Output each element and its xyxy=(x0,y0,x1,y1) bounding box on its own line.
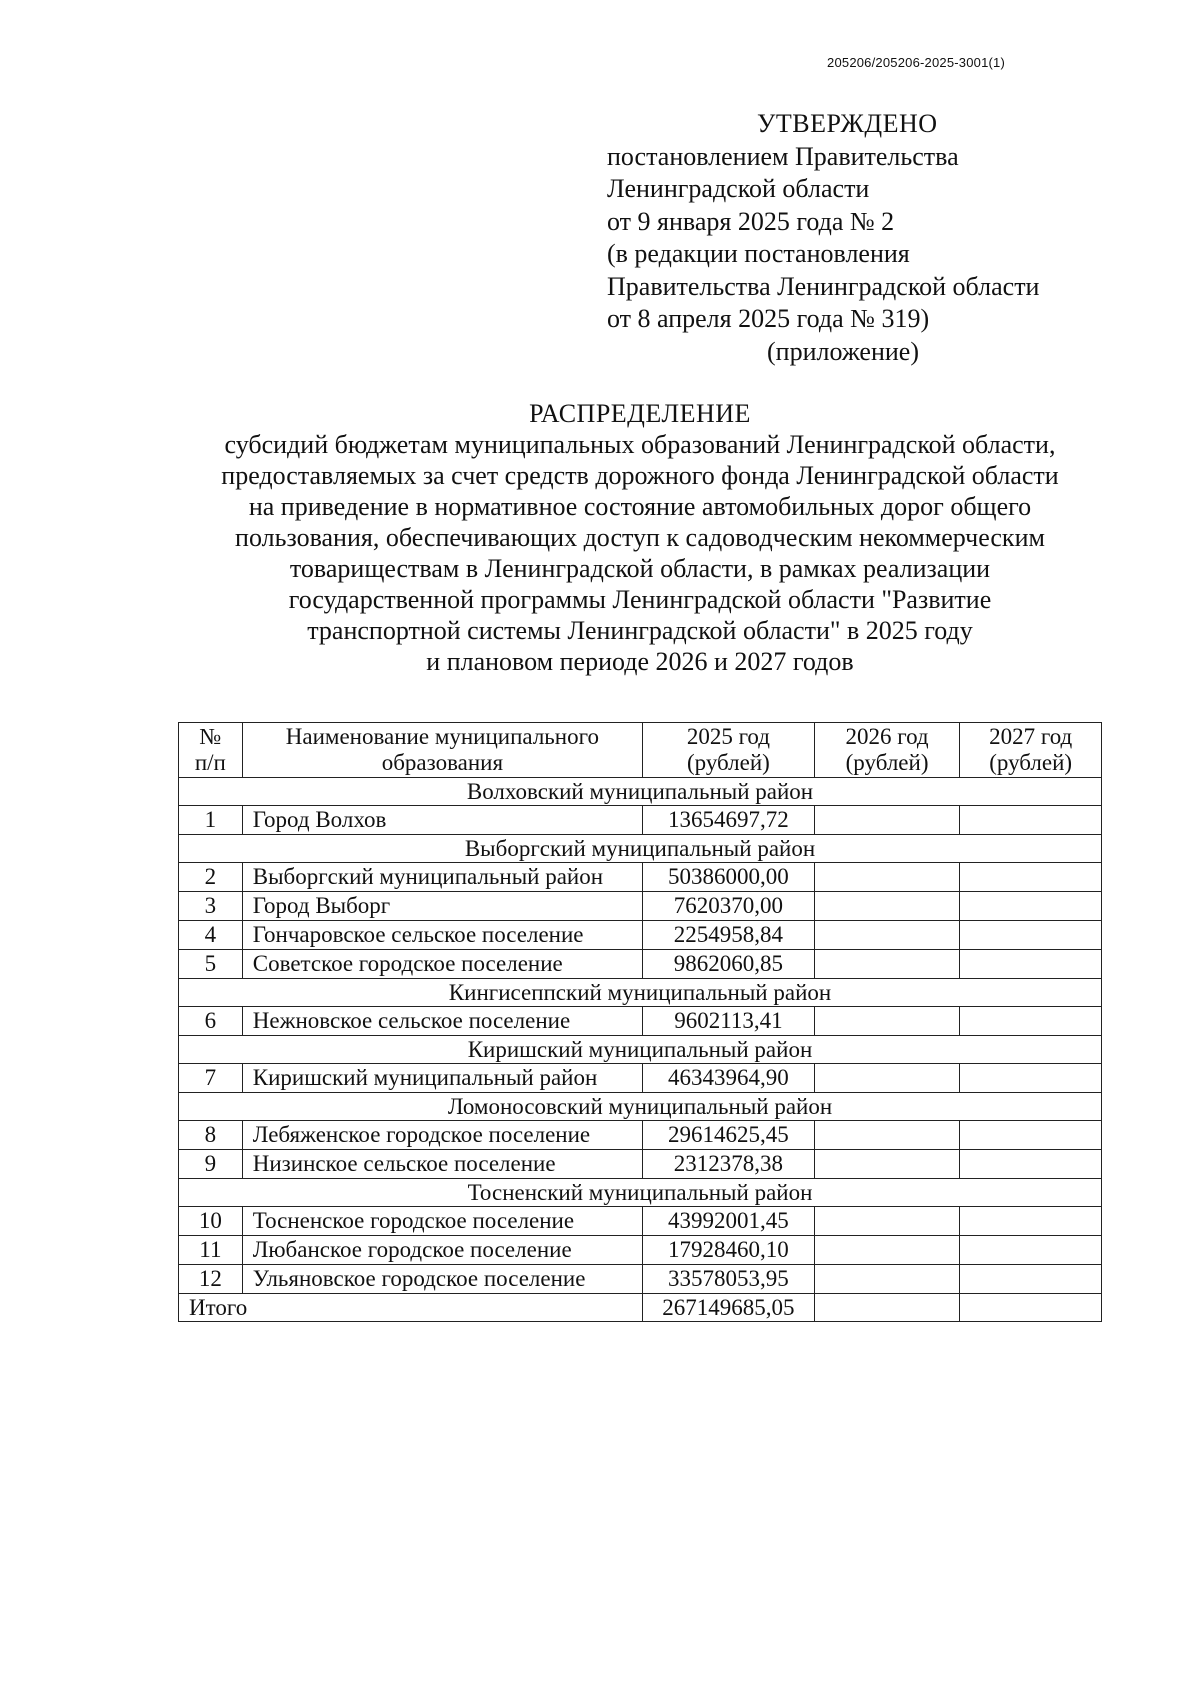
row-2026 xyxy=(814,1007,960,1036)
header-name xyxy=(242,723,642,778)
title-heading: РАСПРЕДЕЛЕНИЕ xyxy=(529,399,751,428)
document-id: 205206/205206-2025-3001(1) xyxy=(827,55,1005,70)
row-num: 4 xyxy=(179,921,243,950)
row-2025: 2312378,38 xyxy=(643,1150,815,1179)
region-row xyxy=(179,979,1102,1007)
row-2025: 13654697,72 xyxy=(643,806,815,835)
row-2026 xyxy=(814,806,960,835)
header-2025 xyxy=(643,723,815,778)
header-2027 xyxy=(960,723,1102,778)
row-name: Нежновское сельское поселение xyxy=(242,1007,642,1036)
row-2026 xyxy=(814,892,960,921)
row-2025: 50386000,00 xyxy=(643,863,815,892)
title-line: государственной программы Ленинградской области "Развитие xyxy=(288,585,992,614)
row-2027 xyxy=(960,892,1102,921)
appendix-label: (приложение) xyxy=(767,336,920,366)
title-line: пользования, обеспечивающих доступ к садоводческим некоммерческим xyxy=(235,523,1045,552)
region-name: Тосненский муниципальный район xyxy=(179,1179,1102,1207)
row-2025: 43992001,45 xyxy=(643,1207,815,1236)
row-2027 xyxy=(960,1265,1102,1294)
header-2027-line2: (рублей) xyxy=(989,750,1073,775)
total-2025: 267149685,05 xyxy=(643,1294,815,1322)
approval-line: от 8 апреля 2025 года № 319) xyxy=(607,304,930,333)
row-2026 xyxy=(814,1236,960,1265)
table-row xyxy=(179,1007,1102,1036)
header-2026-line2: (рублей) xyxy=(845,750,929,775)
table-row xyxy=(179,863,1102,892)
table-row xyxy=(179,1265,1102,1294)
table-row xyxy=(179,1064,1102,1093)
table-row xyxy=(179,921,1102,950)
row-num: 7 xyxy=(179,1064,243,1093)
row-2025: 7620370,00 xyxy=(643,892,815,921)
total-label: Итого xyxy=(179,1294,643,1322)
header-name-line2: образования xyxy=(381,750,504,775)
header-num-line1: № xyxy=(199,724,222,749)
row-2027 xyxy=(960,1150,1102,1179)
approval-line: постановлением Правительства xyxy=(607,141,959,171)
header-num xyxy=(179,723,243,778)
header-2026 xyxy=(814,723,960,778)
table-row xyxy=(179,1207,1102,1236)
document-title xyxy=(0,398,1200,677)
table-row xyxy=(179,1121,1102,1150)
row-name: Советское городское поселение xyxy=(242,950,642,979)
row-name: Тосненское городское поселение xyxy=(242,1207,642,1236)
approval-line: Ленинградской области xyxy=(607,174,870,203)
row-2027 xyxy=(960,806,1102,835)
header-2027-line1: 2027 год xyxy=(989,724,1073,749)
row-name: Гончаровское сельское поселение xyxy=(242,921,642,950)
region-row xyxy=(179,778,1102,806)
approval-stamp xyxy=(607,108,1127,368)
approval-line: (в редакции постановления xyxy=(607,239,910,268)
row-2025: 17928460,10 xyxy=(643,1236,815,1265)
row-name: Любанское городское поселение xyxy=(242,1236,642,1265)
region-name: Кингисеппский муниципальный район xyxy=(179,979,1102,1007)
approved-label: УТВЕРЖДЕНО xyxy=(757,109,938,138)
region-row xyxy=(179,835,1102,863)
region-row xyxy=(179,1036,1102,1064)
row-2027 xyxy=(960,1236,1102,1265)
row-name: Ульяновское городское поселение xyxy=(242,1265,642,1294)
row-num: 1 xyxy=(179,806,243,835)
title-line: и плановом периоде 2026 и 2027 годов xyxy=(426,647,854,676)
row-name: Город Волхов xyxy=(242,806,642,835)
table-row xyxy=(179,950,1102,979)
region-name: Киришский муниципальный район xyxy=(179,1036,1102,1064)
row-2026 xyxy=(814,1265,960,1294)
row-name: Лебяженское городское поселение xyxy=(242,1121,642,1150)
row-2025: 2254958,84 xyxy=(643,921,815,950)
total-row xyxy=(179,1294,1102,1322)
row-num: 11 xyxy=(179,1236,243,1265)
header-name-line1: Наименование муниципального xyxy=(285,724,599,749)
table-row xyxy=(179,892,1102,921)
header-2025-line1: 2025 год xyxy=(686,724,770,749)
region-name: Волховский муниципальный район xyxy=(179,778,1102,806)
row-2025: 9602113,41 xyxy=(643,1007,815,1036)
row-num: 10 xyxy=(179,1207,243,1236)
table-header-row xyxy=(179,723,1102,778)
row-2026 xyxy=(814,863,960,892)
row-num: 6 xyxy=(179,1007,243,1036)
total-2027 xyxy=(960,1294,1102,1322)
row-2026 xyxy=(814,950,960,979)
row-2027 xyxy=(960,1064,1102,1093)
row-num: 2 xyxy=(179,863,243,892)
row-2025: 9862060,85 xyxy=(643,950,815,979)
row-name: Низинское сельское поселение xyxy=(242,1150,642,1179)
row-2026 xyxy=(814,1207,960,1236)
row-2025: 29614625,45 xyxy=(643,1121,815,1150)
table-row xyxy=(179,806,1102,835)
table-row xyxy=(179,1150,1102,1179)
total-2026 xyxy=(814,1294,960,1322)
title-description xyxy=(0,429,1200,677)
row-2027 xyxy=(960,1207,1102,1236)
row-2026 xyxy=(814,1064,960,1093)
title-line: субсидий бюджетам муниципальных образований Ленинградской области, xyxy=(224,430,1056,459)
row-2027 xyxy=(960,1007,1102,1036)
region-name: Выборгский муниципальный район xyxy=(179,835,1102,863)
row-name: Выборгский муниципальный район xyxy=(242,863,642,892)
row-num: 5 xyxy=(179,950,243,979)
region-name: Ломоносовский муниципальный район xyxy=(179,1093,1102,1121)
title-line: транспортной системы Ленинградской области" в 2025 году xyxy=(307,616,973,645)
row-2025: 33578053,95 xyxy=(643,1265,815,1294)
region-row xyxy=(179,1093,1102,1121)
approval-line: от 9 января 2025 года № 2 xyxy=(607,206,895,236)
row-name: Киришский муниципальный район xyxy=(242,1064,642,1093)
row-num: 12 xyxy=(179,1265,243,1294)
header-2026-line1: 2026 год xyxy=(845,724,929,749)
row-2027 xyxy=(960,863,1102,892)
approval-line: Правительства Ленинградской области xyxy=(607,271,1040,301)
header-2025-line2: (рублей) xyxy=(686,750,770,775)
region-row xyxy=(179,1179,1102,1207)
row-2027 xyxy=(960,921,1102,950)
row-2026 xyxy=(814,1150,960,1179)
row-2027 xyxy=(960,950,1102,979)
title-line: предоставляемых за счет средств дорожного фонда Ленинградской области xyxy=(221,461,1059,490)
distribution-table xyxy=(178,722,1102,1322)
title-line: товариществам в Ленинградской области, в рамках реализации xyxy=(289,554,991,583)
table-row xyxy=(179,1236,1102,1265)
row-num: 8 xyxy=(179,1121,243,1150)
row-name: Город Выборг xyxy=(242,892,642,921)
row-num: 3 xyxy=(179,892,243,921)
row-2026 xyxy=(814,1121,960,1150)
row-2026 xyxy=(814,921,960,950)
row-2027 xyxy=(960,1121,1102,1150)
header-num-line2: п/п xyxy=(194,750,226,775)
row-num: 9 xyxy=(179,1150,243,1179)
title-line: на приведение в нормативное состояние автомобильных дорог общего xyxy=(248,492,1032,521)
row-2025: 46343964,90 xyxy=(643,1064,815,1093)
